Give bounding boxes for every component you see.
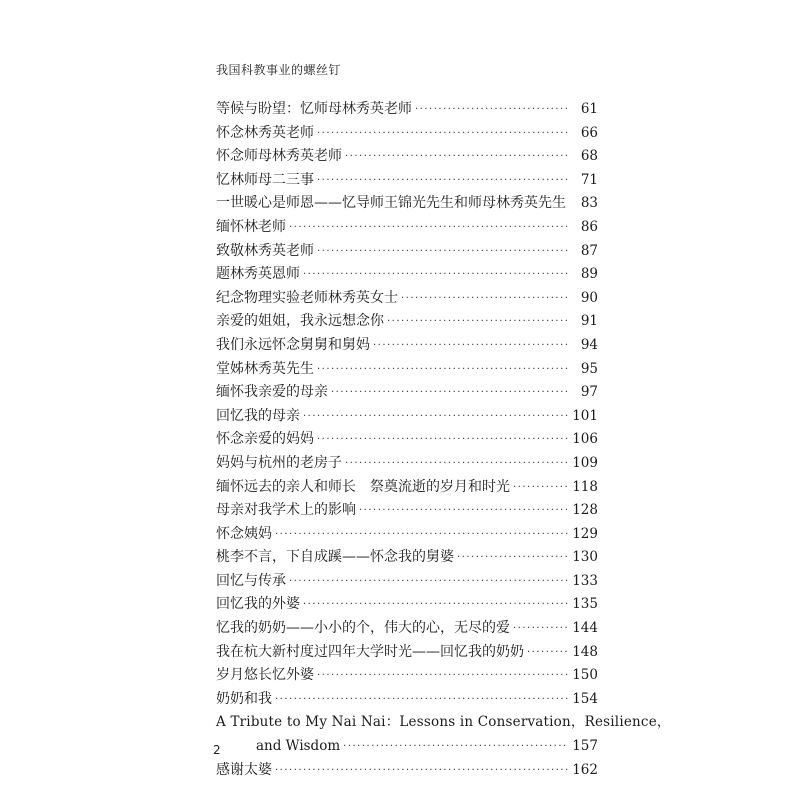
toc-entry[interactable] <box>216 145 598 169</box>
toc-entry-title: 怀念姨妈 <box>216 525 272 542</box>
toc-entry-page: 68 <box>580 148 598 165</box>
toc-entry-page: 87 <box>580 242 598 259</box>
toc-entry-title: 缅怀林老师 <box>216 218 286 235</box>
toc-entry-page: 148 <box>572 643 598 660</box>
toc-entry[interactable] <box>216 759 598 783</box>
toc-entry-page: 118 <box>572 478 598 495</box>
toc-entry-page: 109 <box>572 454 598 471</box>
leader-dots <box>289 570 568 594</box>
toc-entry[interactable] <box>216 641 598 665</box>
leader-dots <box>303 593 568 617</box>
toc-entry-page: 101 <box>572 407 598 424</box>
leader-dots <box>569 192 570 216</box>
toc-entry[interactable] <box>216 593 598 617</box>
leader-dots <box>513 617 568 641</box>
leader-dots <box>289 216 570 240</box>
toc-entry[interactable] <box>216 192 598 216</box>
toc-entry[interactable] <box>216 122 598 146</box>
leader-dots <box>275 759 568 783</box>
leader-dots <box>513 476 568 500</box>
toc-entry-page: 95 <box>580 360 598 377</box>
toc-entry-title: 怀念师母林秀英老师 <box>216 148 342 165</box>
toc-entry-page: 135 <box>572 596 598 613</box>
leader-dots <box>387 310 570 334</box>
toc-entry-title: 忆林师母二三事 <box>216 171 314 188</box>
toc-entry-title: 亲爱的姐姐，我永远想念你 <box>216 313 384 330</box>
toc-entry-page: 106 <box>572 431 598 448</box>
toc-entry[interactable] <box>216 381 598 405</box>
toc-entry-title: 缅怀远去的亲人和师长 祭奠流逝的岁月和时光 <box>216 478 510 495</box>
leader-dots <box>401 287 570 311</box>
toc-entry-title: 妈妈与杭州的老房子 <box>216 454 342 471</box>
leader-dots <box>373 334 570 358</box>
toc-entry-page: 61 <box>580 101 598 117</box>
toc-entry-title: A Tribute to My Nai Nai：Lessons in Conservation，Resilience， <box>216 714 671 731</box>
toc-entry-title: 等候与盼望：忆师母林秀英老师 <box>216 101 412 117</box>
leader-dots <box>317 664 568 688</box>
toc-entry-page: 129 <box>572 525 598 542</box>
leader-dots <box>317 358 570 382</box>
toc-entry-page: 66 <box>580 124 598 141</box>
toc-entry-title: 纪念物理实验老师林秀英女士 <box>216 289 398 306</box>
leader-dots <box>275 688 568 712</box>
toc-entry-page: 157 <box>572 738 598 755</box>
toc-entry-page: 71 <box>580 171 598 188</box>
page-number: 2 <box>213 743 221 757</box>
toc-entry[interactable] <box>216 617 598 641</box>
running-head: 我国科教事业的螺丝钉 <box>216 63 342 77</box>
toc-entry-title: 桃李不言，下自成蹊——怀念我的舅婆 <box>216 549 454 566</box>
toc-entry[interactable] <box>216 358 598 382</box>
toc-entry-title: 回忆与传承 <box>216 572 286 589</box>
toc-entry-title: 岁月悠长忆外婆 <box>216 667 314 684</box>
toc-entry[interactable] <box>216 711 671 758</box>
toc-entry-page: 97 <box>580 384 598 401</box>
toc-entry[interactable] <box>216 405 598 429</box>
toc-entry[interactable] <box>216 499 598 523</box>
toc-entry[interactable] <box>216 263 598 287</box>
toc-entry[interactable] <box>216 169 598 193</box>
table-of-contents <box>216 98 671 782</box>
leader-dots <box>317 240 570 264</box>
leader-dots <box>415 98 570 122</box>
toc-entry-title: 缅怀我亲爱的母亲 <box>216 384 328 401</box>
toc-entry-page: 154 <box>572 690 598 707</box>
toc-entry[interactable] <box>216 98 598 122</box>
leader-dots <box>457 546 568 570</box>
leader-dots <box>331 381 570 405</box>
toc-entry-title: 我在杭大新村度过四年大学时光——回忆我的奶奶 <box>216 643 524 660</box>
toc-entry-page: 144 <box>572 620 598 637</box>
toc-entry-title: 致敬林秀英老师 <box>216 242 314 259</box>
toc-entry-page: 128 <box>572 502 598 519</box>
toc-entry[interactable] <box>216 310 598 334</box>
toc-entry[interactable] <box>216 688 598 712</box>
toc-entry[interactable] <box>216 476 598 500</box>
toc-entry-title: 回忆我的外婆 <box>216 596 300 613</box>
toc-entry[interactable] <box>216 334 598 358</box>
toc-entry-page: 133 <box>572 572 598 589</box>
leader-dots <box>527 641 568 665</box>
toc-entry[interactable] <box>216 216 598 240</box>
leader-dots <box>303 263 570 287</box>
toc-entry-title: 怀念亲爱的妈妈 <box>216 431 314 448</box>
leader-dots <box>317 169 570 193</box>
toc-entry-title: 母亲对我学术上的影响 <box>216 502 356 519</box>
leader-dots <box>343 735 568 759</box>
leader-dots <box>317 428 568 452</box>
toc-entry[interactable] <box>216 452 598 476</box>
toc-entry-title: 一世暖心是师恩——忆导师王锦光先生和师母林秀英先生 <box>216 195 566 212</box>
toc-entry-title: 我们永远怀念舅舅和舅妈 <box>216 336 370 353</box>
toc-entry-page: 91 <box>580 313 598 330</box>
leader-dots <box>345 145 570 169</box>
toc-entry-page: 86 <box>580 218 598 235</box>
leader-dots <box>317 122 570 146</box>
toc-entry[interactable] <box>216 664 598 688</box>
toc-entry-page: 130 <box>572 549 598 566</box>
toc-entry-page: 162 <box>572 761 598 778</box>
toc-entry[interactable] <box>216 287 598 311</box>
toc-entry-title: 忆我的奶奶——小小的个，伟大的心，无尽的爱 <box>216 620 510 637</box>
toc-entry[interactable] <box>216 546 598 570</box>
toc-entry-title: 感谢太婆 <box>216 761 272 778</box>
toc-entry[interactable] <box>216 523 598 547</box>
toc-entry[interactable] <box>216 240 598 264</box>
toc-entry-title: 奶奶和我 <box>216 690 272 707</box>
toc-entry-title: 题林秀英恩师 <box>216 266 300 283</box>
leader-dots <box>345 452 568 476</box>
toc-entry-page: 94 <box>580 336 598 353</box>
toc-entry[interactable] <box>216 570 598 594</box>
toc-entry-page: 150 <box>572 667 598 684</box>
toc-entry-page: 83 <box>580 195 598 212</box>
toc-entry-title: 堂姊林秀英先生 <box>216 360 314 377</box>
toc-entry-page: 89 <box>580 266 598 283</box>
toc-entry[interactable] <box>216 428 598 452</box>
leader-dots <box>303 405 568 429</box>
leader-dots <box>275 523 568 547</box>
leader-dots <box>359 499 568 523</box>
toc-entry-title: 回忆我的母亲 <box>216 407 300 424</box>
toc-entry-title: 怀念林秀英老师 <box>216 124 314 141</box>
toc-entry-title-continued: and Wisdom <box>256 738 341 755</box>
toc-entry-page: 90 <box>580 289 598 306</box>
